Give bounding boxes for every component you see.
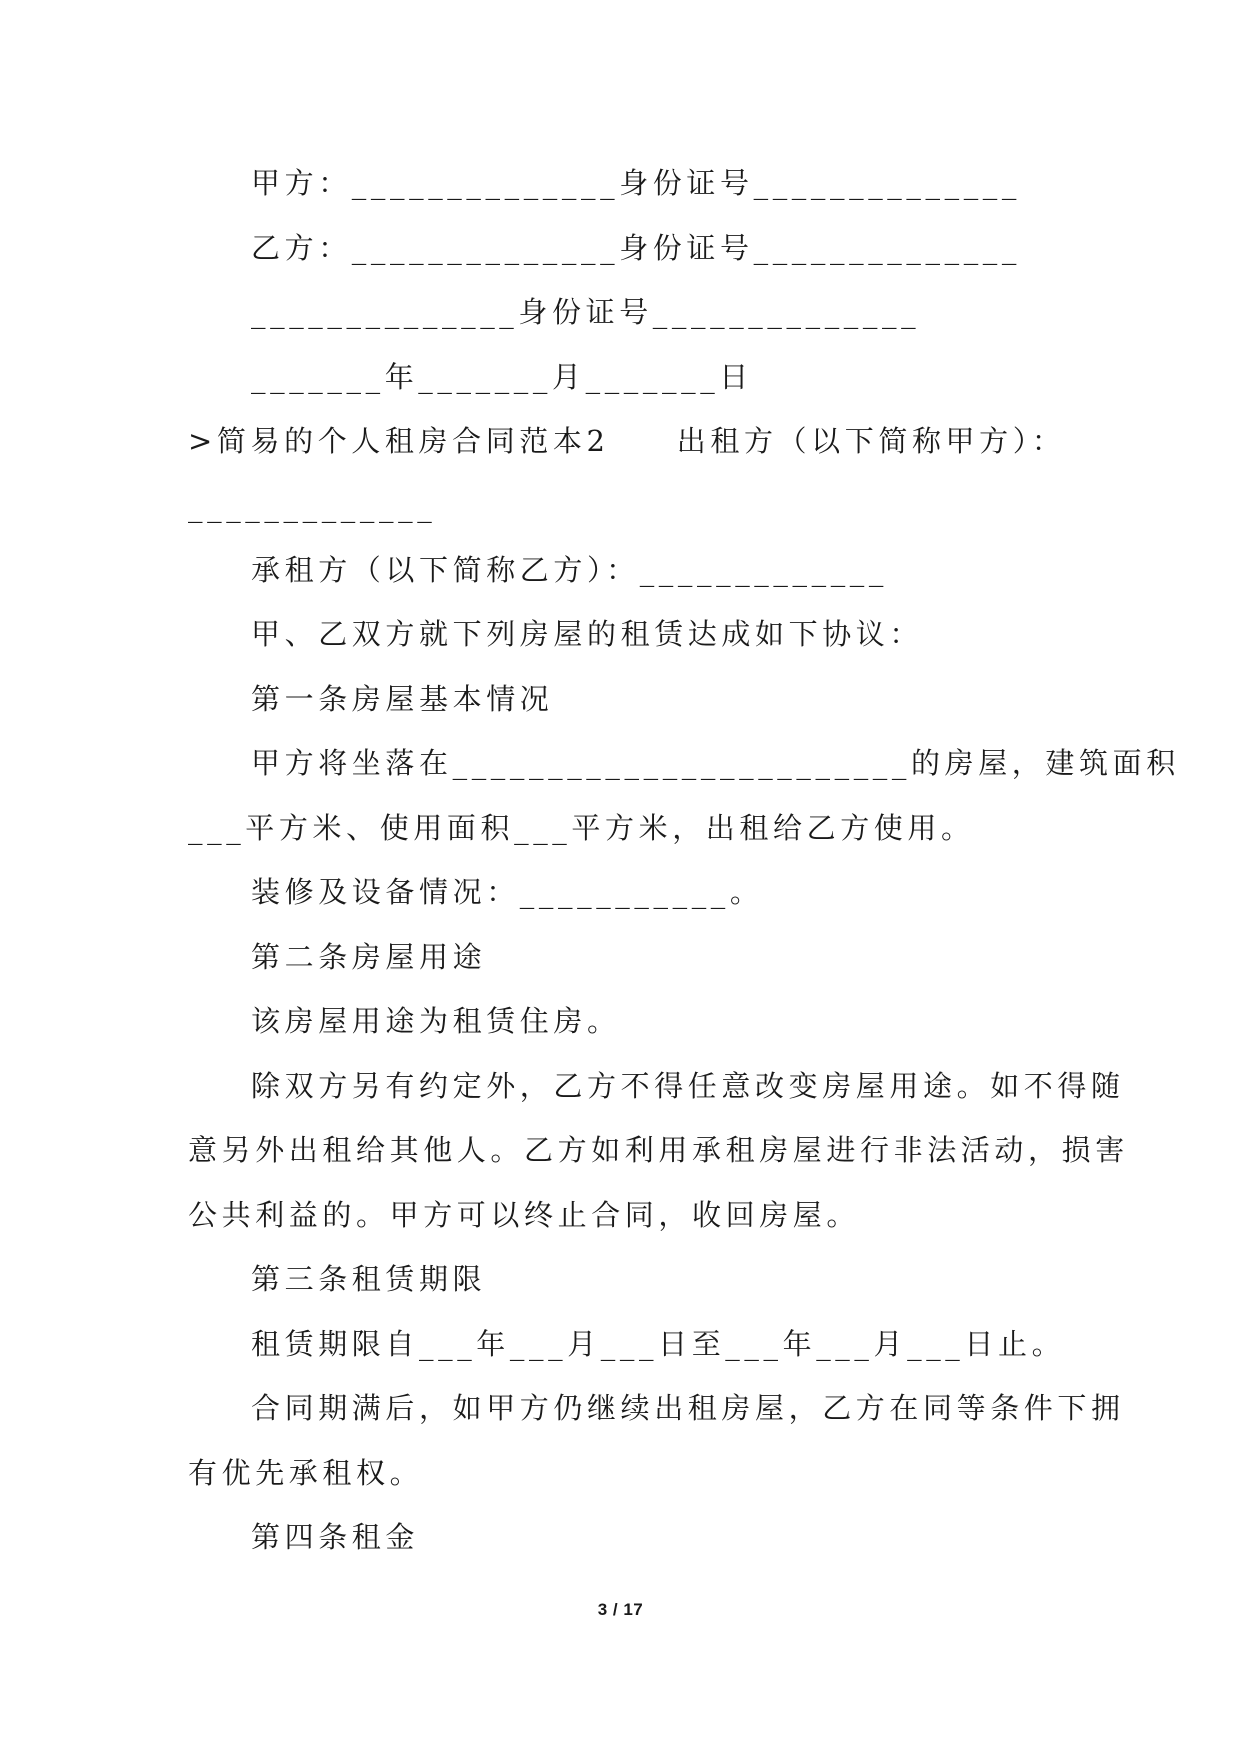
article-4-heading: 第四条租金 bbox=[251, 1520, 420, 1554]
third-party-line: ______________身份证号______________ bbox=[251, 295, 921, 329]
article-3-text-2: 合同期满后，如甲方仍继续出租房屋，乙方在同等条件下拥 bbox=[251, 1391, 1125, 1425]
party-a-line: 甲方：______________身份证号______________ bbox=[251, 166, 1021, 200]
article-2-text-2: 除双方另有约定外，乙方不得任意改变房屋用途。如不得随 bbox=[251, 1069, 1125, 1103]
agreement-intro: 甲、乙双方就下列房屋的租赁达成如下协议： bbox=[251, 617, 924, 651]
article-1-text-2: ___平方米、使用面积___平方米，出租给乙方使用。 bbox=[188, 811, 975, 845]
date-line: _______年_______月_______日 bbox=[251, 360, 753, 394]
decoration-line: 装修及设备情况：___________。 bbox=[251, 875, 764, 909]
article-2-text-1: 该房屋用途为租赁住房。 bbox=[251, 1004, 621, 1038]
page-number: 3 / 17 bbox=[597, 1600, 644, 1619]
article-3-text-3: 有优先承租权。 bbox=[188, 1456, 424, 1490]
article-1-heading: 第一条房屋基本情况 bbox=[251, 682, 554, 716]
article-2-heading: 第二条房屋用途 bbox=[251, 940, 487, 974]
article-3-text-1: 租赁期限自___年___月___日至___年___月___日止。 bbox=[251, 1327, 1066, 1361]
party-b-line: 乙方：______________身份证号______________ bbox=[251, 231, 1021, 265]
article-3-heading: 第三条租赁期限 bbox=[251, 1262, 487, 1296]
lessor-blank-line: _____________ bbox=[188, 489, 437, 523]
article-2-text-3: 意另外出租给其他人。乙方如利用承租房屋进行非法活动，损害 bbox=[188, 1133, 1129, 1167]
contract-title-line: >简易的个人租房合同范本2 出租方（以下简称甲方）： bbox=[188, 424, 1066, 458]
article-2-text-4: 公共利益的。甲方可以终止合同，收回房屋。 bbox=[188, 1198, 861, 1232]
lessee-line: 承租方（以下简称乙方）：_____________ bbox=[251, 553, 889, 587]
article-1-text-1: 甲方将坐落在________________________的房屋，建筑面积 bbox=[251, 746, 1180, 780]
